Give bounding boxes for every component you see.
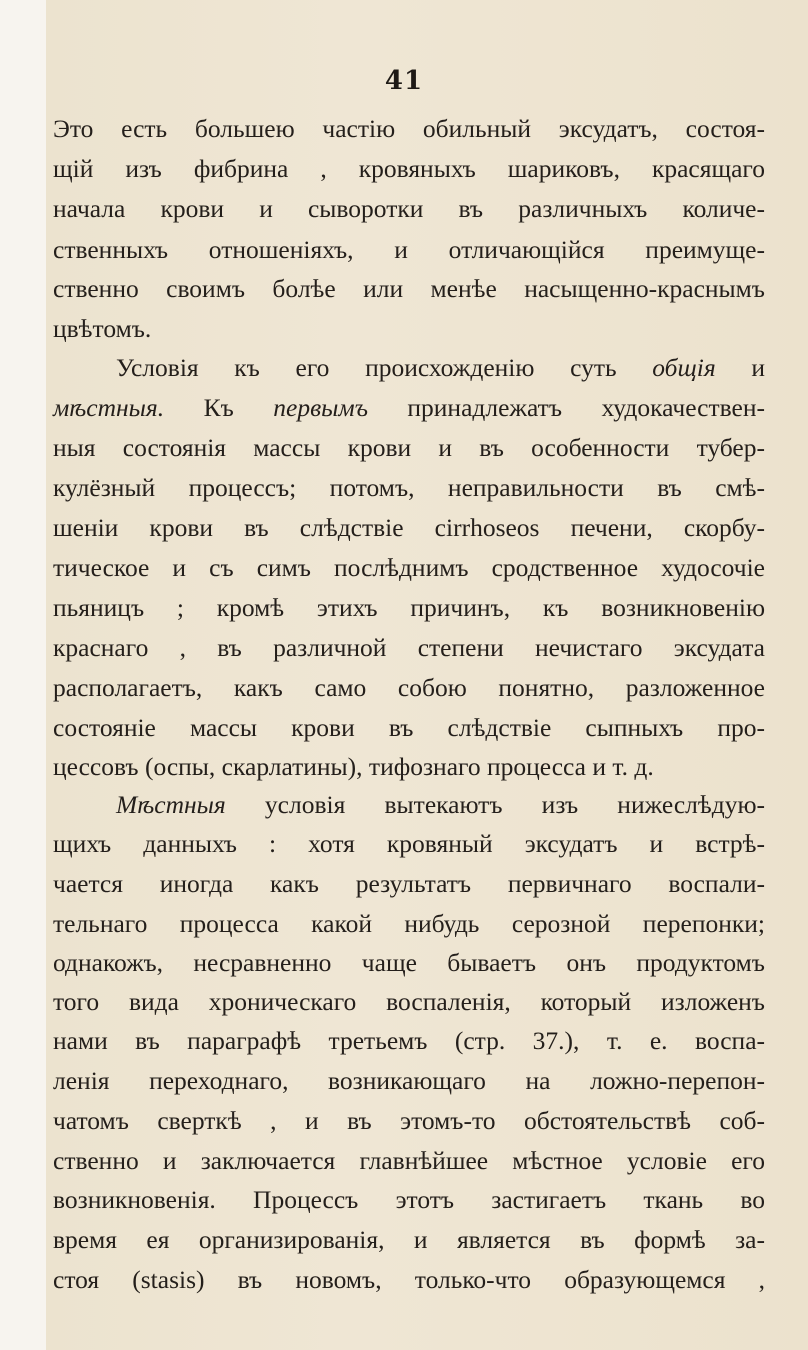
text-segment: ственно своимъ болѣе или менѣе насыщенно-краснымъ: [53, 274, 765, 303]
text-line: [53, 628, 765, 668]
text-line: [53, 943, 765, 983]
text-segment: возникновенія. Процессъ этотъ застигаетъ ткань во: [53, 1185, 765, 1214]
text-segment: однакожъ, несравненно чаще бываетъ онъ продуктомъ: [53, 948, 765, 977]
text-segment: ственныхъ отношеніяхъ, и отличающійся преимуще-: [53, 235, 765, 264]
text-line: [53, 388, 765, 428]
text-segment: стоя (stasis) въ новомъ, только-что образующемся ,: [53, 1265, 765, 1294]
text-segment: того вида хроническаго воспаленія, который изложенъ: [53, 987, 765, 1016]
text-segment: цвѣтомъ.: [53, 314, 152, 343]
text-line: [53, 109, 765, 149]
text-segment: пьяницъ ; кромѣ этихъ причинъ, къ возникновенію: [53, 593, 765, 622]
text-segment: начала крови и сыворотки въ различныхъ количе-: [53, 194, 765, 223]
text-segment: чается иногда какъ результатъ первичнаго воспали-: [53, 869, 765, 898]
text-line: [53, 428, 765, 468]
page-margin-strip: [0, 0, 46, 1350]
text-segment: нами въ параграфѣ третьемъ (стр. 37.), т. е. воспа-: [53, 1026, 765, 1055]
text-line: [53, 1101, 765, 1141]
text-segment: ленія переходнаго, возникающаго на ложно-перепон-: [53, 1066, 765, 1095]
text-line: [53, 1260, 765, 1300]
text-segment: Это есть большею частію обильный эксудатъ, состоя-: [53, 114, 765, 143]
text-line: [53, 1021, 765, 1061]
text-line: [53, 668, 765, 708]
text-line: [53, 230, 765, 270]
text-line: [53, 548, 765, 588]
text-line: [53, 149, 765, 189]
text-line: [53, 824, 765, 864]
italic-text: общія: [652, 353, 716, 382]
text-segment: состояніе массы крови въ слѣдствіе сыпныхъ про-: [53, 713, 765, 742]
text-segment: Условія къ его происхожденію суть: [116, 353, 653, 382]
text-segment: цессовъ (оспы, скарлатины), тифознаго процесса и т. д.: [53, 752, 654, 781]
text-line: [53, 269, 765, 309]
text-line: [53, 747, 765, 787]
text-line: [53, 508, 765, 548]
text-segment: щій изъ фибрина , кровяныхъ шариковъ, красящаго: [53, 154, 765, 183]
text-segment: время ея организированія, и является въ формѣ за-: [53, 1225, 765, 1254]
text-line: [53, 708, 765, 748]
text-segment: тическое и съ симъ послѣднимъ сродственное худосочіе: [53, 553, 765, 582]
text-segment: Къ: [164, 393, 274, 422]
text-segment: и: [715, 353, 765, 382]
text-segment: ныя состоянія массы крови и въ особенности тубер-: [53, 433, 765, 462]
text-segment: чатомъ сверткѣ , и въ этомъ-то обстоятельствѣ соб-: [53, 1106, 765, 1135]
text-segment: тельнаго процесса какой нибудь серозной перепонки;: [53, 909, 765, 938]
text-line: [53, 785, 765, 825]
text-segment: ственно и заключается главнѣйшее мѣстное условіе его: [53, 1146, 765, 1175]
italic-text: первымъ: [273, 393, 368, 422]
text-line: [53, 1141, 765, 1181]
text-line: [53, 982, 765, 1022]
text-line: [53, 904, 765, 944]
text-line: [53, 864, 765, 904]
text-line: [53, 348, 765, 388]
text-segment: шеніи крови въ слѣдствіе cirrhoseos печени, скорбу-: [53, 513, 765, 542]
italic-text: Мѣстныя: [116, 790, 226, 819]
text-segment: щихъ данныхъ : хотя кровяный эксудатъ и встрѣ-: [53, 829, 765, 858]
text-line: [53, 1061, 765, 1101]
text-line: [53, 1220, 765, 1260]
text-line: [53, 309, 765, 349]
text-segment: кулёзный процессъ; потомъ, неправильности въ смѣ-: [53, 473, 765, 502]
text-line: [53, 1180, 765, 1220]
text-segment: условія вытекаютъ изъ нижеслѣдую-: [225, 790, 765, 819]
text-segment: располагаетъ, какъ само собою понятно, разложенное: [53, 673, 765, 702]
text-line: [53, 468, 765, 508]
text-line: [53, 588, 765, 628]
text-segment: краснаго , въ различной степени нечистаго эксудата: [53, 633, 765, 662]
text-line: [53, 189, 765, 229]
page-number: 41: [384, 66, 424, 96]
text-segment: принадлежатъ худокачествен-: [367, 393, 765, 422]
italic-text: мѣстныя.: [53, 393, 165, 422]
